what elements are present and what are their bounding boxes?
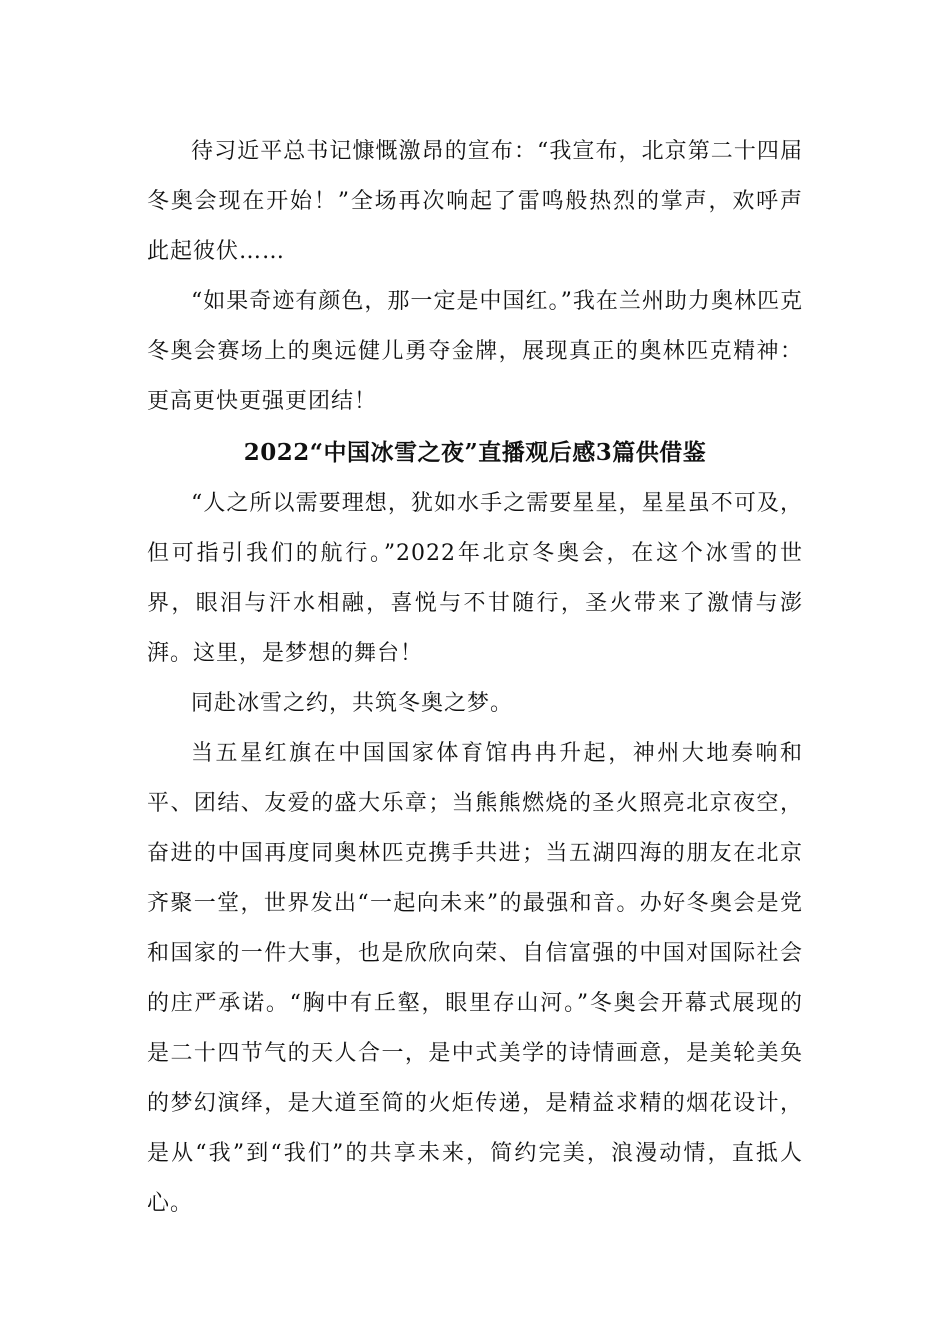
paragraph: 同赴冰雪之约，共筑冬奥之梦。	[191, 691, 514, 716]
paragraph: “人之所以需要理想，犹如水手之需要星星，星星虽不可及，但可指引我们的航行。”2022年北京冬奥会，在这个冰雪的世界，眼泪与汗水相融，喜悦与不甘随行，圣火带来了激情与澎湃。这里，是梦想的舞台！	[147, 491, 803, 666]
paragraph: 待习近平总书记慷慨激昂的宣布：“我宣布，北京第二十四届冬奥会现在开始！”全场再次响起了雷鸣般热烈的掌声，欢呼声此起彼伏……	[147, 139, 803, 264]
paragraph: 当五星红旗在中国国家体育馆冉冉升起，神州大地奏响和平、团结、友爱的盛大乐章；当熊熊燃烧的圣火照亮北京夜空，奋进的中国再度同奥林匹克携手共进；当五湖四海的朋友在北京齐聚一堂，世界发出“一起向未来”的最强和音。办好冬奥会是党和国家的一件大事，也是欣欣向荣、自信富强的中国对国际社会的庄严承诺。“胸中有丘壑，眼里存山河。”冬奥会开幕式展现的是二十四节气的天人合一，是中式美学的诗情画意，是美轮美奂的梦幻演绎，是大道至简的火炬传递，是精益求精的烟花设计，是从“我”到“我们”的共享未来，简约完美，浪漫动情，直抵人心。	[147, 741, 803, 1216]
paragraph: “如果奇迹有颜色，那一定是中国红。”我在兰州助力奥林匹克冬奥会赛场上的奥远健儿勇夺金牌，展现真正的奥林匹克精神：更高更快更强更团结！	[147, 289, 803, 414]
document-page	[147, 127, 803, 1229]
article-title: 2022“中国冰雪之夜”直播观后感3篇供借鉴	[243, 439, 707, 466]
